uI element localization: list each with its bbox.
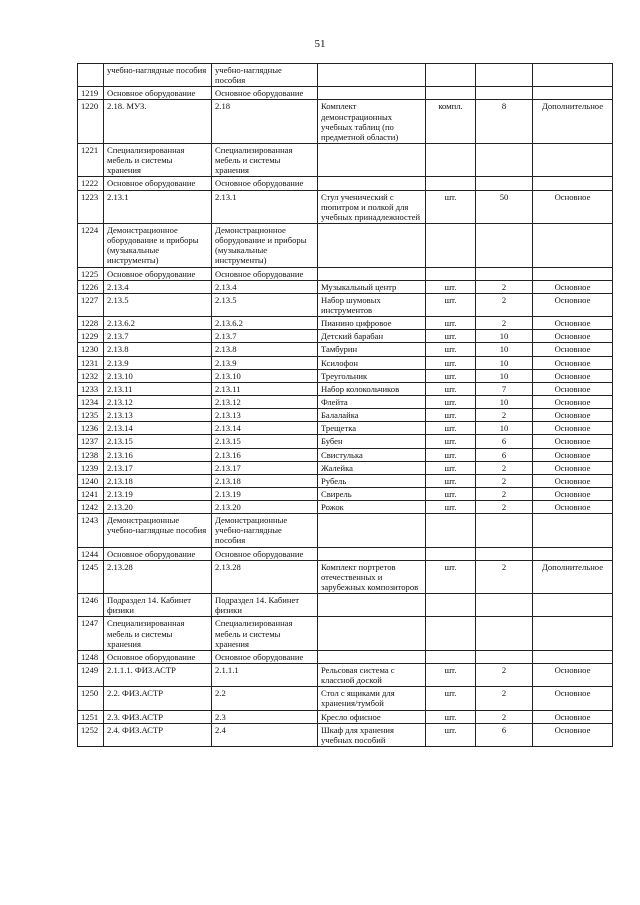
section-cell: Специализированная мебель и системы хранения: [104, 143, 212, 176]
section-cell: 2.13.11: [104, 382, 212, 395]
unit-cell: компл.: [426, 100, 476, 144]
section-cell: 2.4. ФИЗ.АСТР: [104, 723, 212, 746]
equipment-type-cell: [533, 547, 613, 560]
equipment-table: [77, 63, 613, 747]
unit-cell: шт.: [426, 369, 476, 382]
row-number-cell: 1234: [78, 395, 104, 408]
table-row: [78, 409, 613, 422]
code-cell: 2.13.18: [212, 474, 318, 487]
equipment-type-cell: Основное: [533, 723, 613, 746]
table-row: [78, 87, 613, 100]
section-cell: Подраздел 14. Кабинет физики: [104, 594, 212, 617]
equipment-type-cell: Основное: [533, 474, 613, 487]
row-number-cell: 1228: [78, 317, 104, 330]
table-row: [78, 317, 613, 330]
table-row: [78, 369, 613, 382]
unit-cell: шт.: [426, 422, 476, 435]
item-name-cell: Комплект портретов отечественных и зарубежных композиторов: [318, 560, 426, 593]
row-number-cell: 1252: [78, 723, 104, 746]
item-name-cell: Треугольник: [318, 369, 426, 382]
equipment-type-cell: Основное: [533, 293, 613, 316]
row-number-cell: 1232: [78, 369, 104, 382]
quantity-cell: 2: [476, 710, 533, 723]
section-cell: 2.13.15: [104, 435, 212, 448]
equipment-type-cell: Дополнительное: [533, 100, 613, 144]
quantity-cell: 2: [476, 280, 533, 293]
item-name-cell: Свистулька: [318, 448, 426, 461]
code-cell: 2.3: [212, 710, 318, 723]
section-cell: Основное оборудование: [104, 177, 212, 190]
section-cell: 2.13.18: [104, 474, 212, 487]
quantity-cell: [476, 547, 533, 560]
code-cell: 2.1.1.1: [212, 664, 318, 687]
equipment-type-cell: Основное: [533, 435, 613, 448]
row-number-cell: 1244: [78, 547, 104, 560]
row-number-cell: 1242: [78, 501, 104, 514]
section-cell: Основное оборудование: [104, 267, 212, 280]
section-cell: Демонстрационные учебно-наглядные пособия: [104, 514, 212, 547]
section-cell: 2.13.9: [104, 356, 212, 369]
quantity-cell: 2: [476, 687, 533, 710]
code-cell: 2.13.20: [212, 501, 318, 514]
quantity-cell: [476, 514, 533, 547]
equipment-type-cell: Дополнительное: [533, 560, 613, 593]
unit-cell: шт.: [426, 461, 476, 474]
section-cell: 2.13.1: [104, 190, 212, 223]
row-number-cell: 1251: [78, 710, 104, 723]
item-name-cell: Балалайка: [318, 409, 426, 422]
equipment-type-cell: Основное: [533, 369, 613, 382]
unit-cell: [426, 650, 476, 663]
code-cell: 2.13.6.2: [212, 317, 318, 330]
row-number-cell: 1237: [78, 435, 104, 448]
code-cell: 2.2: [212, 687, 318, 710]
quantity-cell: 10: [476, 369, 533, 382]
code-cell: Специализированная мебель и системы хранения: [212, 617, 318, 650]
row-number-cell: 1246: [78, 594, 104, 617]
table-row: [78, 435, 613, 448]
table-row: [78, 664, 613, 687]
section-cell: 2.1.1.1. ФИЗ.АСТР: [104, 664, 212, 687]
code-cell: 2.18: [212, 100, 318, 144]
quantity-cell: [476, 223, 533, 267]
unit-cell: [426, 87, 476, 100]
code-cell: 2.13.12: [212, 395, 318, 408]
code-cell: 2.13.4: [212, 280, 318, 293]
row-number-cell: 1248: [78, 650, 104, 663]
row-number-cell: 1229: [78, 330, 104, 343]
table-row: [78, 474, 613, 487]
section-cell: 2.13.28: [104, 560, 212, 593]
code-cell: Демонстрационное оборудование и приборы (музыкальные инструменты): [212, 223, 318, 267]
quantity-cell: 2: [476, 461, 533, 474]
equipment-type-cell: Основное: [533, 501, 613, 514]
item-name-cell: Рожок: [318, 501, 426, 514]
item-name-cell: Жалейка: [318, 461, 426, 474]
item-name-cell: Кресло офисное: [318, 710, 426, 723]
quantity-cell: 2: [476, 664, 533, 687]
quantity-cell: 2: [476, 487, 533, 500]
equipment-type-cell: [533, 514, 613, 547]
table-row: [78, 190, 613, 223]
quantity-cell: 10: [476, 395, 533, 408]
section-cell: 2.13.12: [104, 395, 212, 408]
table-row: [78, 267, 613, 280]
unit-cell: шт.: [426, 687, 476, 710]
quantity-cell: 2: [476, 501, 533, 514]
section-cell: учебно-наглядные пособия: [104, 64, 212, 87]
equipment-type-cell: Основное: [533, 395, 613, 408]
equipment-type-cell: Основное: [533, 409, 613, 422]
row-number-cell: 1231: [78, 356, 104, 369]
equipment-type-cell: [533, 177, 613, 190]
section-cell: Демонстрационное оборудование и приборы (музыкальные инструменты): [104, 223, 212, 267]
code-cell: 2.13.13: [212, 409, 318, 422]
row-number-cell: 1223: [78, 190, 104, 223]
item-name-cell: Ксилофон: [318, 356, 426, 369]
code-cell: 2.4: [212, 723, 318, 746]
row-number-cell: 1222: [78, 177, 104, 190]
code-cell: 2.13.15: [212, 435, 318, 448]
quantity-cell: 6: [476, 723, 533, 746]
item-name-cell: Флейта: [318, 395, 426, 408]
equipment-type-cell: Основное: [533, 343, 613, 356]
equipment-type-cell: Основное: [533, 330, 613, 343]
section-cell: 2.13.7: [104, 330, 212, 343]
page-number: 51: [314, 38, 326, 50]
unit-cell: [426, 143, 476, 176]
unit-cell: шт.: [426, 293, 476, 316]
unit-cell: [426, 177, 476, 190]
quantity-cell: 10: [476, 356, 533, 369]
row-number-cell: 1230: [78, 343, 104, 356]
unit-cell: шт.: [426, 190, 476, 223]
equipment-type-cell: [533, 650, 613, 663]
row-number-cell: 1220: [78, 100, 104, 144]
row-number-cell: 1245: [78, 560, 104, 593]
table-row: [78, 617, 613, 650]
row-number-cell: [78, 64, 104, 87]
table-row: [78, 100, 613, 144]
equipment-type-cell: [533, 594, 613, 617]
code-cell: 2.13.9: [212, 356, 318, 369]
section-cell: 2.13.8: [104, 343, 212, 356]
code-cell: 2.13.8: [212, 343, 318, 356]
table-row: [78, 650, 613, 663]
quantity-cell: [476, 143, 533, 176]
table-row: [78, 547, 613, 560]
unit-cell: шт.: [426, 356, 476, 369]
item-name-cell: [318, 223, 426, 267]
unit-cell: [426, 267, 476, 280]
row-number-cell: 1240: [78, 474, 104, 487]
quantity-cell: 6: [476, 448, 533, 461]
equipment-type-cell: Основное: [533, 664, 613, 687]
equipment-type-cell: [533, 223, 613, 267]
item-name-cell: Пианино цифровое: [318, 317, 426, 330]
code-cell: 2.13.5: [212, 293, 318, 316]
table-row: [78, 514, 613, 547]
item-name-cell: [318, 514, 426, 547]
section-cell: 2.13.5: [104, 293, 212, 316]
row-number-cell: 1226: [78, 280, 104, 293]
quantity-cell: [476, 594, 533, 617]
table-row: [78, 143, 613, 176]
item-name-cell: Детский барабан: [318, 330, 426, 343]
row-number-cell: 1239: [78, 461, 104, 474]
section-cell: Основное оборудование: [104, 547, 212, 560]
item-name-cell: Рельсовая система с классной доской: [318, 664, 426, 687]
row-number-cell: 1219: [78, 87, 104, 100]
table-row: [78, 560, 613, 593]
table-row: [78, 223, 613, 267]
table-row: [78, 343, 613, 356]
equipment-type-cell: Основное: [533, 382, 613, 395]
table-row: [78, 330, 613, 343]
item-name-cell: Комплект демонстрационных учебных таблиц (по предметной области): [318, 100, 426, 144]
section-cell: Основное оборудование: [104, 87, 212, 100]
table-row: [78, 723, 613, 746]
code-cell: Основное оборудование: [212, 87, 318, 100]
item-name-cell: Бубен: [318, 435, 426, 448]
row-number-cell: 1225: [78, 267, 104, 280]
code-cell: Основное оборудование: [212, 177, 318, 190]
code-cell: Специализированная мебель и системы хранения: [212, 143, 318, 176]
row-number-cell: 1247: [78, 617, 104, 650]
quantity-cell: 2: [476, 317, 533, 330]
section-cell: 2.13.20: [104, 501, 212, 514]
unit-cell: шт.: [426, 664, 476, 687]
unit-cell: шт.: [426, 317, 476, 330]
table-row: [78, 177, 613, 190]
item-name-cell: [318, 650, 426, 663]
unit-cell: шт.: [426, 382, 476, 395]
unit-cell: шт.: [426, 435, 476, 448]
table-row: [78, 382, 613, 395]
item-name-cell: [318, 87, 426, 100]
row-number-cell: 1250: [78, 687, 104, 710]
equipment-type-cell: Основное: [533, 448, 613, 461]
quantity-cell: 6: [476, 435, 533, 448]
equipment-type-cell: Основное: [533, 461, 613, 474]
equipment-type-cell: Основное: [533, 280, 613, 293]
row-number-cell: 1233: [78, 382, 104, 395]
unit-cell: шт.: [426, 501, 476, 514]
quantity-cell: [476, 87, 533, 100]
section-cell: 2.13.6.2: [104, 317, 212, 330]
table-row: [78, 448, 613, 461]
quantity-cell: 8: [476, 100, 533, 144]
unit-cell: шт.: [426, 395, 476, 408]
unit-cell: [426, 64, 476, 87]
item-name-cell: Стул ученический с пюпитром и полкой для учебных принадлежностей: [318, 190, 426, 223]
unit-cell: [426, 223, 476, 267]
code-cell: 2.13.7: [212, 330, 318, 343]
row-number-cell: 1236: [78, 422, 104, 435]
table-row: [78, 64, 613, 87]
equipment-type-cell: [533, 617, 613, 650]
row-number-cell: 1249: [78, 664, 104, 687]
code-cell: 2.13.11: [212, 382, 318, 395]
table-row: [78, 422, 613, 435]
quantity-cell: 7: [476, 382, 533, 395]
equipment-type-cell: Основное: [533, 422, 613, 435]
row-number-cell: 1227: [78, 293, 104, 316]
quantity-cell: 2: [476, 474, 533, 487]
item-name-cell: [318, 143, 426, 176]
code-cell: Основное оборудование: [212, 267, 318, 280]
quantity-cell: [476, 617, 533, 650]
item-name-cell: Трещетка: [318, 422, 426, 435]
code-cell: учебно-наглядные пособия: [212, 64, 318, 87]
unit-cell: шт.: [426, 723, 476, 746]
unit-cell: шт.: [426, 710, 476, 723]
item-name-cell: Тамбурин: [318, 343, 426, 356]
item-name-cell: Набор шумовых инструментов: [318, 293, 426, 316]
code-cell: 2.13.10: [212, 369, 318, 382]
unit-cell: шт.: [426, 560, 476, 593]
quantity-cell: 10: [476, 343, 533, 356]
section-cell: 2.3. ФИЗ.АСТР: [104, 710, 212, 723]
equipment-type-cell: Основное: [533, 687, 613, 710]
code-cell: 2.13.17: [212, 461, 318, 474]
code-cell: Основное оборудование: [212, 547, 318, 560]
equipment-type-cell: Основное: [533, 317, 613, 330]
table-row: [78, 356, 613, 369]
item-name-cell: Музыкальный центр: [318, 280, 426, 293]
section-cell: Основное оборудование: [104, 650, 212, 663]
table-row: [78, 487, 613, 500]
equipment-type-cell: Основное: [533, 710, 613, 723]
unit-cell: шт.: [426, 409, 476, 422]
quantity-cell: 10: [476, 422, 533, 435]
row-number-cell: 1241: [78, 487, 104, 500]
quantity-cell: 2: [476, 560, 533, 593]
table-row: [78, 293, 613, 316]
equipment-type-cell: [533, 64, 613, 87]
equipment-type-cell: Основное: [533, 356, 613, 369]
item-name-cell: Набор колокольчиков: [318, 382, 426, 395]
section-cell: 2.13.19: [104, 487, 212, 500]
code-cell: Подраздел 14. Кабинет физики: [212, 594, 318, 617]
section-cell: 2.13.4: [104, 280, 212, 293]
code-cell: 2.13.14: [212, 422, 318, 435]
quantity-cell: 10: [476, 330, 533, 343]
unit-cell: [426, 594, 476, 617]
row-number-cell: 1221: [78, 143, 104, 176]
item-name-cell: [318, 267, 426, 280]
item-name-cell: Свирель: [318, 487, 426, 500]
row-number-cell: 1235: [78, 409, 104, 422]
item-name-cell: Стол с ящиками для хранения/тумбой: [318, 687, 426, 710]
item-name-cell: [318, 177, 426, 190]
table-row: [78, 501, 613, 514]
table-row: [78, 461, 613, 474]
row-number-cell: 1243: [78, 514, 104, 547]
unit-cell: [426, 617, 476, 650]
section-cell: 2.13.16: [104, 448, 212, 461]
code-cell: 2.13.16: [212, 448, 318, 461]
quantity-cell: [476, 64, 533, 87]
item-name-cell: [318, 64, 426, 87]
quantity-cell: 50: [476, 190, 533, 223]
section-cell: Специализированная мебель и системы хранения: [104, 617, 212, 650]
section-cell: 2.13.17: [104, 461, 212, 474]
unit-cell: шт.: [426, 280, 476, 293]
code-cell: 2.13.28: [212, 560, 318, 593]
equipment-type-cell: [533, 267, 613, 280]
code-cell: 2.13.19: [212, 487, 318, 500]
table-row: [78, 594, 613, 617]
equipment-type-cell: Основное: [533, 190, 613, 223]
equipment-type-cell: [533, 143, 613, 176]
row-number-cell: 1224: [78, 223, 104, 267]
section-cell: 2.2. ФИЗ.АСТР: [104, 687, 212, 710]
table-row: [78, 687, 613, 710]
unit-cell: шт.: [426, 474, 476, 487]
quantity-cell: 2: [476, 293, 533, 316]
unit-cell: шт.: [426, 448, 476, 461]
unit-cell: [426, 514, 476, 547]
table-row: [78, 280, 613, 293]
section-cell: 2.13.14: [104, 422, 212, 435]
section-cell: 2.18. МУЗ.: [104, 100, 212, 144]
code-cell: Демонстрационные учебно-наглядные пособия: [212, 514, 318, 547]
item-name-cell: [318, 547, 426, 560]
unit-cell: шт.: [426, 343, 476, 356]
section-cell: 2.13.10: [104, 369, 212, 382]
item-name-cell: Шкаф для хранения учебных пособий: [318, 723, 426, 746]
quantity-cell: [476, 177, 533, 190]
equipment-table-body: [78, 64, 613, 747]
item-name-cell: Рубель: [318, 474, 426, 487]
unit-cell: шт.: [426, 330, 476, 343]
code-cell: 2.13.1: [212, 190, 318, 223]
quantity-cell: [476, 650, 533, 663]
quantity-cell: [476, 267, 533, 280]
unit-cell: [426, 547, 476, 560]
table-row: [78, 395, 613, 408]
equipment-type-cell: Основное: [533, 487, 613, 500]
quantity-cell: 2: [476, 409, 533, 422]
item-name-cell: [318, 617, 426, 650]
table-row: [78, 710, 613, 723]
equipment-type-cell: [533, 87, 613, 100]
code-cell: Основное оборудование: [212, 650, 318, 663]
unit-cell: шт.: [426, 487, 476, 500]
item-name-cell: [318, 594, 426, 617]
row-number-cell: 1238: [78, 448, 104, 461]
section-cell: 2.13.13: [104, 409, 212, 422]
